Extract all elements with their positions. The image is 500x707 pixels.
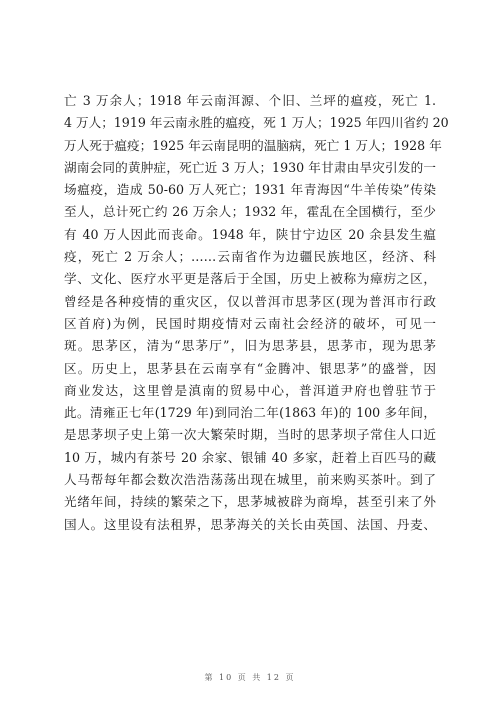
body-text [64, 90, 449, 536]
text-line: 曾经是各种疫情的重灾区，仅以普洱市思茅区(现为普洱市行政 [64, 293, 436, 309]
text-line: 学、文化、医疗水平更是落后于全国，历史上被称为瘴疠之区， [64, 271, 436, 287]
text-line: 有 40 万人因此而丧命。1948 年，陕甘宁边区 20 余县发生瘟 [64, 226, 436, 242]
page-number-footer: 第 10 页 共 12 页 [204, 673, 296, 682]
text-line: 万人死于瘟疫；1925 年云南昆明的温脑病，死亡 1 万人；1928 年 [64, 137, 442, 153]
text-line: 4 万人；1919 年云南永胜的瘟疫，死 1 万人；1925 年四川省约 20 [64, 115, 449, 131]
text-line: 商业发达，这里曾是滇南的贸易中心，普洱道尹府也曾驻节于 [64, 382, 436, 398]
text-line: 是思茅坝子史上第一次大繁荣时期，当时的思茅坝子常住人口近 [64, 427, 436, 443]
text-line: 区首府)为例，民国时期疫情对云南社会经济的破坏，可见一 [64, 315, 436, 331]
text-line: 10 万，城内有茶号 20 余家、银铺 40 多家，赶着上百匹马的藏 [64, 449, 436, 465]
text-line: 疫，死亡 2 万余人；……云南省作为边疆民族地区，经济、科 [64, 249, 436, 265]
text-line: 国人。这里设有法租界，思茅海关的关长由英国、法国、丹麦、 [64, 516, 436, 532]
text-line: 斑。思茅区，清为“思茅厅”，旧为思茅县，思茅市，现为思茅 [64, 338, 436, 354]
text-line: 此。清雍正七年(1729 年)到同治二年(1863 年)的 100 多年间， [64, 405, 436, 421]
text-line: 区。历史上，思茅县在云南享有“金腾冲、银思茅”的盛誉，因 [64, 360, 436, 376]
text-line: 场瘟疫，造成 50-60 万人死亡；1931 年青海因“牛羊传染”传染 [64, 182, 436, 198]
text-line: 湖南会同的黄肿症，死亡近 3 万人；1930 年甘肃由旱灾引发的一 [64, 159, 436, 175]
text-line: 至人，总计死亡约 26 万余人；1932 年，霍乱在全国横行，至少 [64, 204, 436, 220]
text-line: 人马帮每年都会数次浩浩荡荡出现在城里，前来购买茶叶。到了 [64, 472, 436, 488]
text-line: 亡 3 万余人；1918 年云南洱源、个旧、兰坪的瘟疫，死亡 1. [64, 93, 436, 108]
text-line: 光绪年间，持续的繁荣之下，思茅城被辟为商埠，甚至引来了外 [64, 494, 436, 510]
